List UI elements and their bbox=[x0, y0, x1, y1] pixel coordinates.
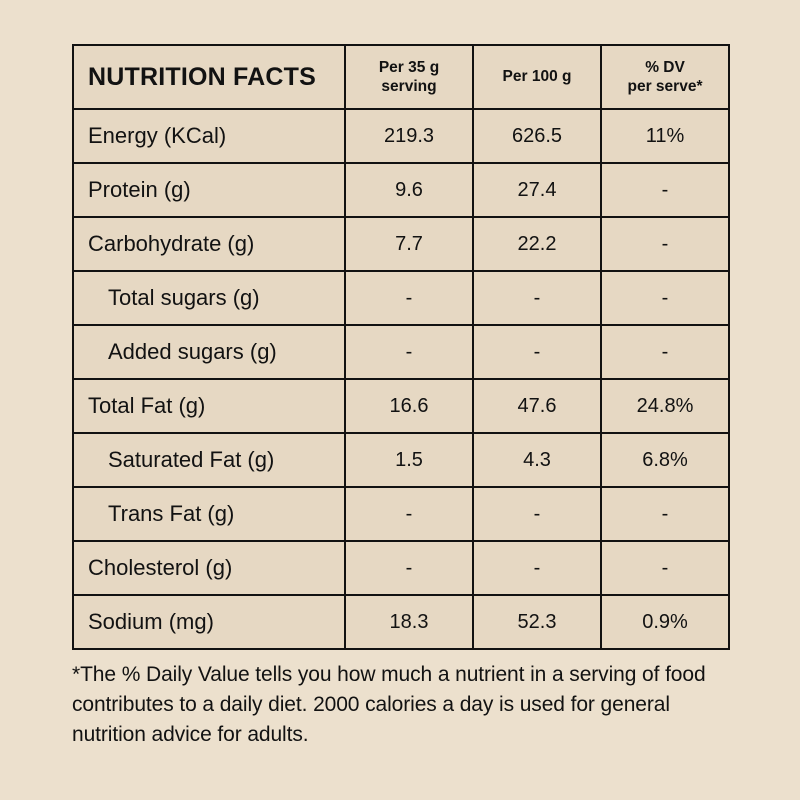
cell-saturated-fat-per-100g: 4.3 bbox=[473, 433, 601, 487]
nutrition-facts-table bbox=[72, 44, 730, 650]
column-header-per-serving-line2: serving bbox=[381, 78, 437, 95]
cell-energy-dv: 11% bbox=[601, 109, 729, 163]
column-header-per-100g bbox=[473, 45, 601, 109]
column-header-dv-line2: per serve* bbox=[627, 78, 703, 95]
column-header-per-100g-line1: Per 100 g bbox=[502, 68, 572, 86]
cell-saturated-fat-per-serving: 1.5 bbox=[345, 433, 473, 487]
column-header-dv-line1: % DV bbox=[645, 58, 685, 76]
table-row bbox=[73, 163, 729, 217]
row-label-total-fat: Total Fat (g) bbox=[73, 379, 345, 433]
cell-cholesterol-dv: - bbox=[601, 541, 729, 595]
cell-carbohydrate-dv: - bbox=[601, 217, 729, 271]
row-label-saturated-fat: Saturated Fat (g) bbox=[73, 433, 345, 487]
cell-cholesterol-per-100g: - bbox=[473, 541, 601, 595]
row-label-protein: Protein (g) bbox=[73, 163, 345, 217]
cell-added-sugars-per-100g: - bbox=[473, 325, 601, 379]
cell-total-sugars-dv: - bbox=[601, 271, 729, 325]
cell-saturated-fat-dv: 6.8% bbox=[601, 433, 729, 487]
table-row bbox=[73, 541, 729, 595]
table-row bbox=[73, 595, 729, 649]
row-label-energy: Energy (KCal) bbox=[73, 109, 345, 163]
table-row bbox=[73, 271, 729, 325]
row-label-added-sugars: Added sugars (g) bbox=[73, 325, 345, 379]
row-label-carbohydrate: Carbohydrate (g) bbox=[73, 217, 345, 271]
cell-trans-fat-per-serving: - bbox=[345, 487, 473, 541]
table-row bbox=[73, 109, 729, 163]
column-header-dv bbox=[601, 45, 729, 109]
daily-value-footnote: *The % Daily Value tells you how much a nutrient in a serving of food contributes to a daily diet. 2000 calories a day is used for general nutrition advice for adults. bbox=[72, 663, 706, 746]
column-header-per-serving-line1: Per 35 g bbox=[378, 58, 440, 76]
cell-energy-per-serving: 219.3 bbox=[345, 109, 473, 163]
cell-total-fat-dv: 24.8% bbox=[601, 379, 729, 433]
cell-added-sugars-dv: - bbox=[601, 325, 729, 379]
cell-sodium-dv: 0.9% bbox=[601, 595, 729, 649]
cell-total-sugars-per-100g: - bbox=[473, 271, 601, 325]
table-header-row bbox=[73, 45, 729, 109]
table-row bbox=[73, 487, 729, 541]
cell-sodium-per-100g: 52.3 bbox=[473, 595, 601, 649]
row-label-total-sugars: Total sugars (g) bbox=[73, 271, 345, 325]
table-row bbox=[73, 379, 729, 433]
row-label-cholesterol: Cholesterol (g) bbox=[73, 541, 345, 595]
cell-total-fat-per-serving: 16.6 bbox=[345, 379, 473, 433]
table-row bbox=[73, 217, 729, 271]
row-label-sodium: Sodium (mg) bbox=[73, 595, 345, 649]
cell-carbohydrate-per-100g: 22.2 bbox=[473, 217, 601, 271]
cell-added-sugars-per-serving: - bbox=[345, 325, 473, 379]
table-row bbox=[73, 325, 729, 379]
column-header-per-serving bbox=[345, 45, 473, 109]
cell-protein-dv: - bbox=[601, 163, 729, 217]
cell-trans-fat-dv: - bbox=[601, 487, 729, 541]
row-label-trans-fat: Trans Fat (g) bbox=[73, 487, 345, 541]
cell-protein-per-100g: 27.4 bbox=[473, 163, 601, 217]
cell-protein-per-serving: 9.6 bbox=[345, 163, 473, 217]
cell-carbohydrate-per-serving: 7.7 bbox=[345, 217, 473, 271]
table-row bbox=[73, 433, 729, 487]
cell-energy-per-100g: 626.5 bbox=[473, 109, 601, 163]
cell-total-sugars-per-serving: - bbox=[345, 271, 473, 325]
cell-sodium-per-serving: 18.3 bbox=[345, 595, 473, 649]
cell-trans-fat-per-100g: - bbox=[473, 487, 601, 541]
table-title: NUTRITION FACTS bbox=[73, 45, 345, 109]
cell-cholesterol-per-serving: - bbox=[345, 541, 473, 595]
cell-total-fat-per-100g: 47.6 bbox=[473, 379, 601, 433]
